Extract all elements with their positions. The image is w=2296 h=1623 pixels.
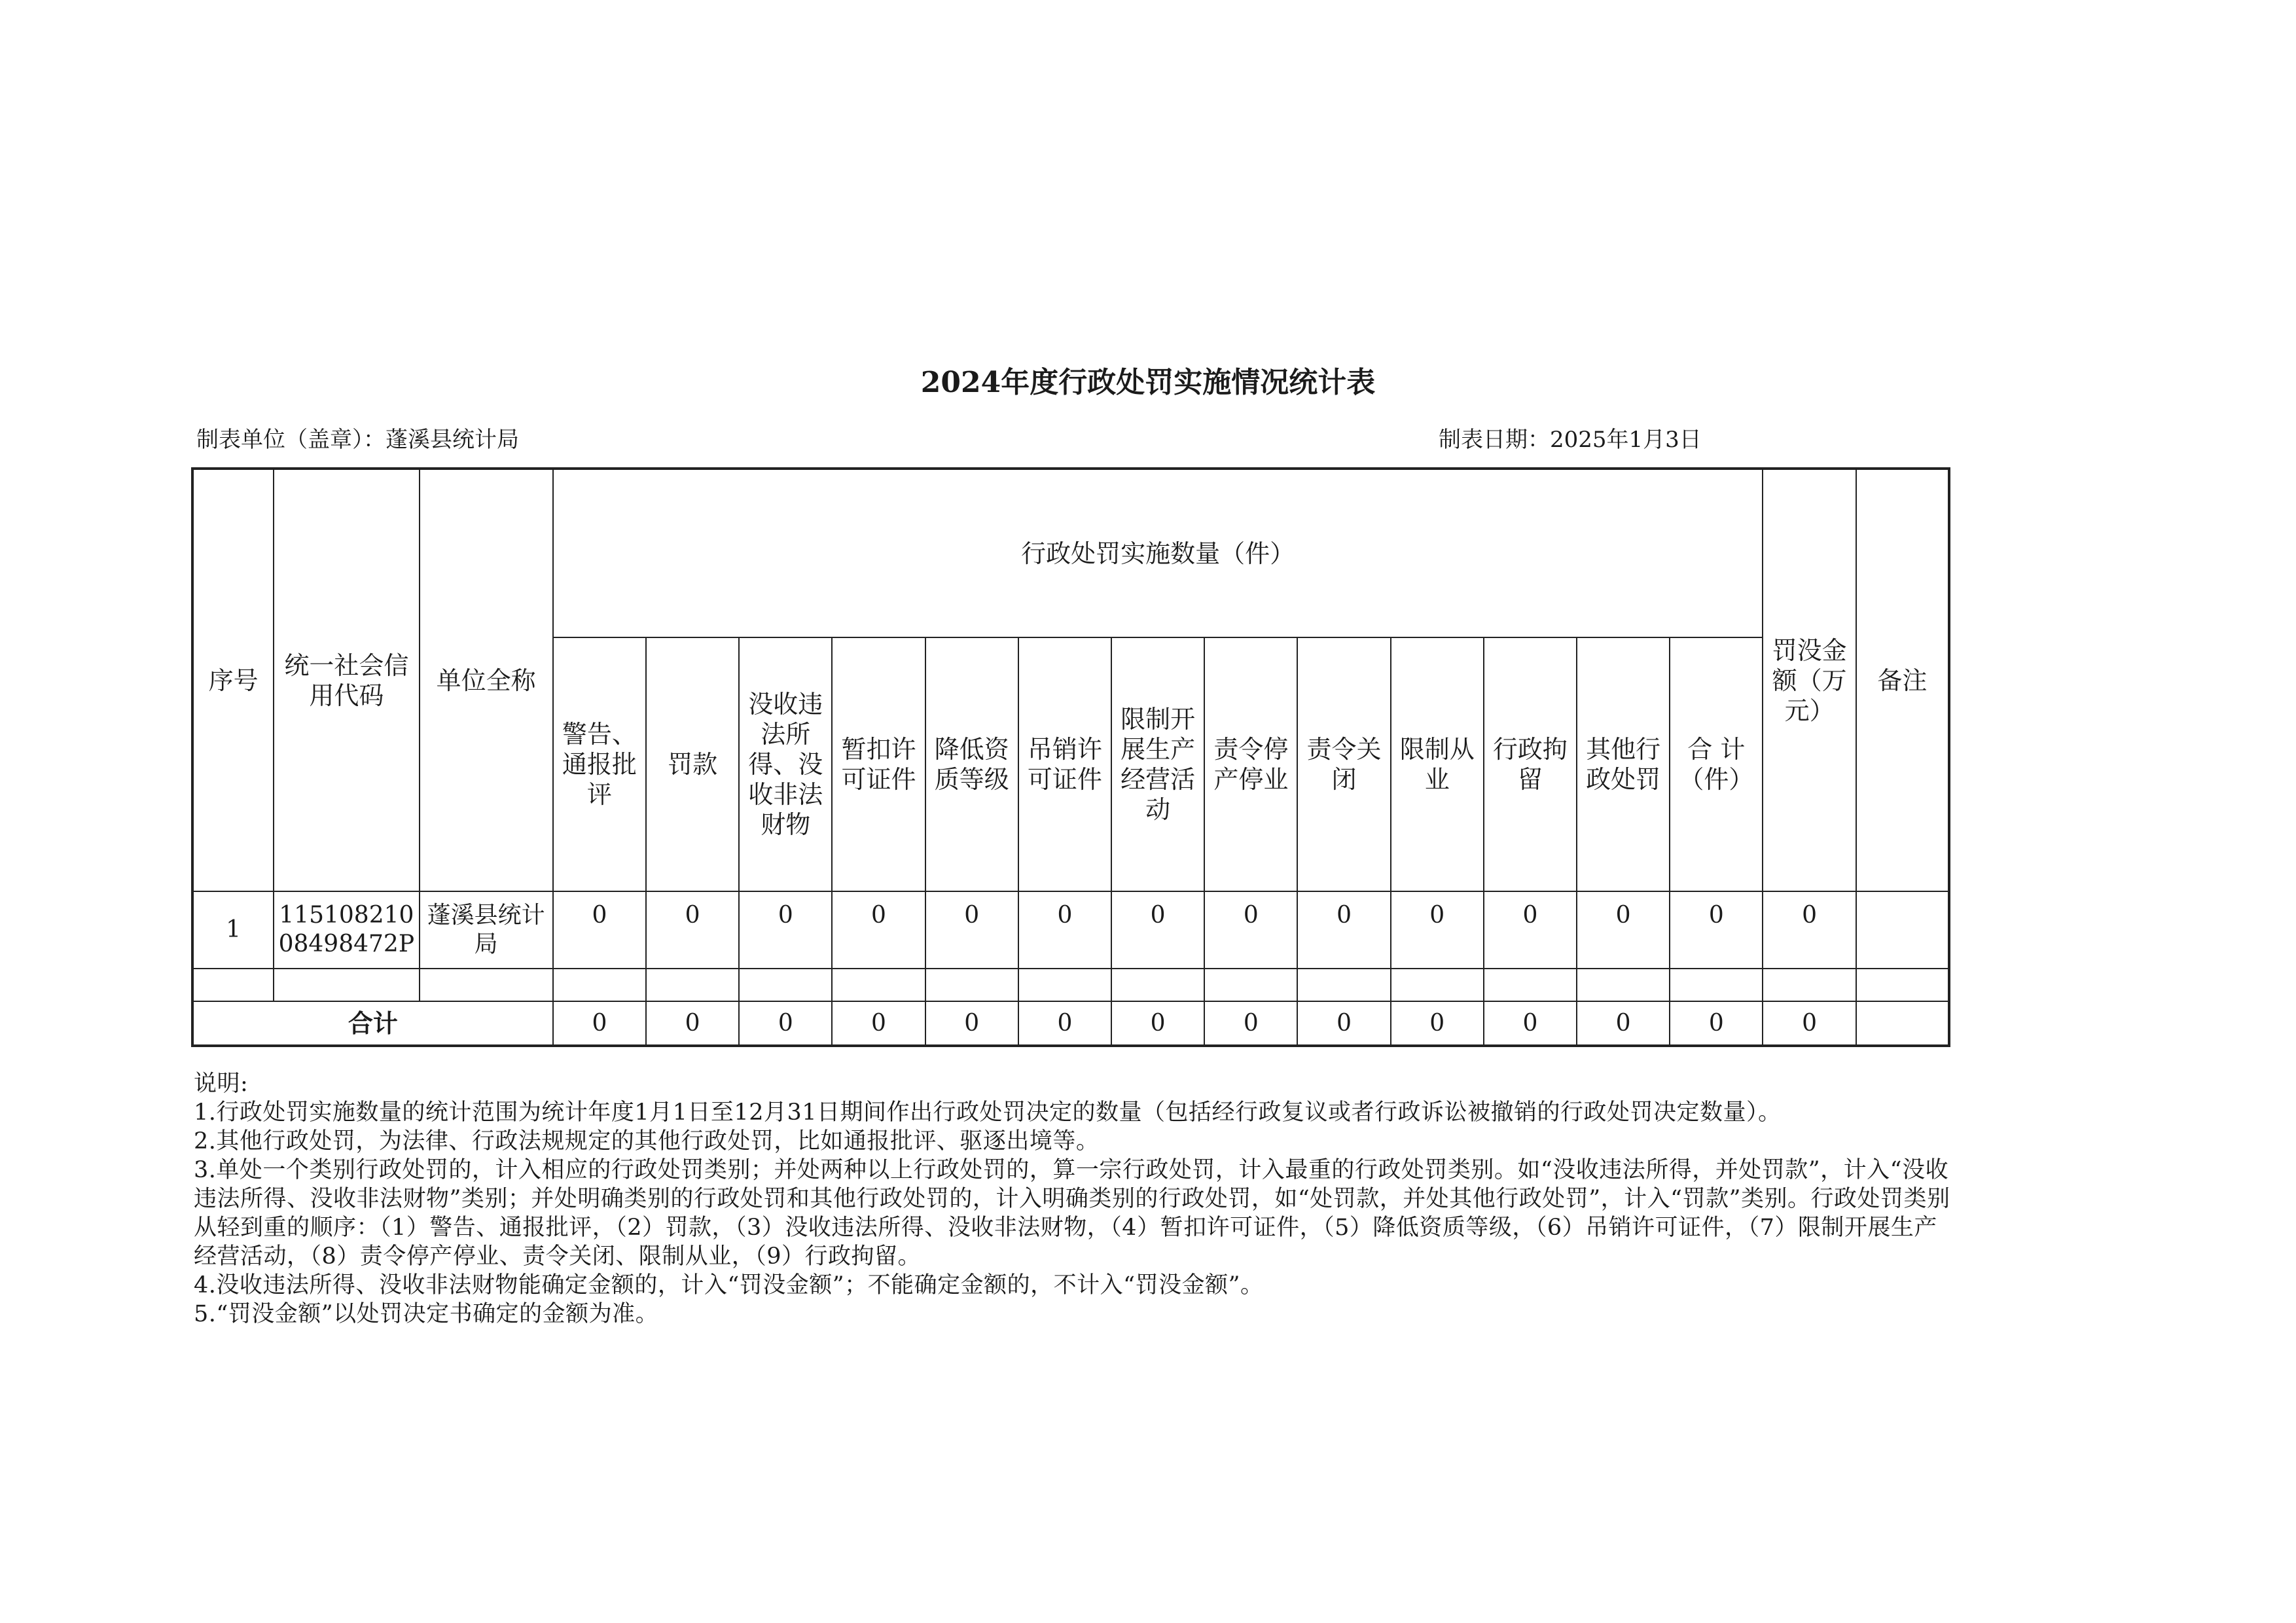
total-value: 0: [1111, 1001, 1204, 1046]
notes-section: [194, 1069, 1954, 1329]
total-value: 0: [832, 1001, 925, 1046]
penalty-statistics-table: [191, 467, 1950, 1047]
total-amount: 0: [1763, 1001, 1856, 1046]
header-credit-code: 统一社会信用代码: [274, 469, 419, 891]
row-value: 0: [1391, 891, 1484, 969]
row-value: 0: [832, 891, 925, 969]
total-row: [192, 1001, 1949, 1046]
header-confiscation: 没收违法所得、没收非法财物: [739, 637, 832, 891]
row-remark: [1856, 891, 1949, 969]
row-seq: 1: [192, 891, 274, 969]
row-value: 0: [1018, 891, 1111, 969]
total-value: 0: [1391, 1001, 1484, 1046]
total-label: 合计: [192, 1001, 553, 1046]
row-value: 0: [1111, 891, 1204, 969]
header-warning: 警告、通报批评: [553, 637, 646, 891]
row-value: 0: [1577, 891, 1670, 969]
row-amount: 0: [1763, 891, 1856, 969]
row-value: 0: [646, 891, 739, 969]
empty-cell: [1204, 969, 1297, 1001]
empty-cell: [832, 969, 925, 1001]
empty-cell: [553, 969, 646, 1001]
empty-cell: [1484, 969, 1577, 1001]
header-administrative-detention: 行政拘留: [1484, 637, 1577, 891]
total-value: 0: [739, 1001, 832, 1046]
row-value: 0: [553, 891, 646, 969]
header-penalty-count-group: 行政处罚实施数量（件）: [553, 469, 1763, 637]
header-license-suspension: 暂扣许可证件: [832, 637, 925, 891]
note-item: 1.行政处罚实施数量的统计范围为统计年度1月1日至12月31日期间作出行政处罚决定的数量（包括经行政复议或者行政诉讼被撤销的行政处罚决定数量）。: [194, 1099, 1782, 1126]
total-value: 0: [1204, 1001, 1297, 1046]
row-value: 0: [925, 891, 1018, 969]
total-value: 0: [646, 1001, 739, 1046]
total-remark: [1856, 1001, 1949, 1046]
row-credit-code: 11510821008498472P: [274, 891, 419, 969]
preparing-unit: 制表单位（盖章）：蓬溪县统计局: [196, 427, 519, 453]
row-value: 0: [1297, 891, 1390, 969]
empty-cell: [1111, 969, 1204, 1001]
note-item: 5.“罚没金额”以处罚决定书确定的金额为准。: [194, 1301, 659, 1327]
note-item: 2.其他行政处罚，为法律、行政法规规定的其他行政处罚，比如通报批评、驱逐出境等。: [194, 1128, 1100, 1154]
row-value: 0: [1670, 891, 1763, 969]
empty-cell: [739, 969, 832, 1001]
notes-heading: 说明:: [194, 1071, 249, 1097]
preparation-date: 制表日期：2025年1月3日: [1439, 427, 1702, 453]
total-value: 0: [1577, 1001, 1670, 1046]
header-unit-name: 单位全称: [420, 469, 553, 891]
total-value: 0: [1670, 1001, 1763, 1046]
note-item: 4.没收违法所得、没收非法财物能确定金额的，计入“罚没金额”；不能确定金额的，不计入“罚没金额”。: [194, 1272, 1264, 1298]
header-subtotal: 合 计（件）: [1670, 637, 1763, 891]
empty-cell: [1391, 969, 1484, 1001]
row-value: 0: [1204, 891, 1297, 969]
header-other-penalty: 其他行政处罚: [1577, 637, 1670, 891]
header-production-suspension: 责令停产停业: [1204, 637, 1297, 891]
header-business-restriction: 限制开展生产经营活动: [1111, 637, 1204, 891]
header-practice-restriction: 限制从业: [1391, 637, 1484, 891]
empty-cell: [1856, 969, 1949, 1001]
row-unit-name: 蓬溪县统计局: [420, 891, 553, 969]
empty-cell: [1018, 969, 1111, 1001]
total-value: 0: [1297, 1001, 1390, 1046]
header-confiscation-amount: 罚没金额（万元）: [1763, 469, 1856, 891]
empty-cell: [192, 969, 274, 1001]
empty-cell: [1577, 969, 1670, 1001]
report-title: 2024年度行政处罚实施情况统计表: [920, 366, 1376, 399]
total-value: 0: [1018, 1001, 1111, 1046]
header-remark: 备注: [1856, 469, 1949, 891]
total-value: 0: [553, 1001, 646, 1046]
total-value: 0: [1484, 1001, 1577, 1046]
header-fine: 罚款: [646, 637, 739, 891]
empty-cell: [646, 969, 739, 1001]
total-value: 0: [925, 1001, 1018, 1046]
empty-row: [192, 969, 1949, 1001]
header-seq: 序号: [192, 469, 274, 891]
empty-cell: [925, 969, 1018, 1001]
empty-cell: [420, 969, 553, 1001]
table-row: [192, 891, 1949, 969]
row-value: 0: [739, 891, 832, 969]
note-item: 3.单处一个类别行政处罚的，计入相应的行政处罚类别；并处两种以上行政处罚的，算一宗行政处罚，计入最重的行政处罚类别。如“没收违法所得，并处罚款”，计入“没收违法所得、没收非法财物”类别；并处明确类别的行政处罚和其他行政处罚的，计入明确类别的行政处罚，如“处罚款，并处其他行政处罚”，计入“罚款”类别。行政处罚类别从轻到重的顺序：（1）警告、通报批评，（2）罚款，（3）没收违法所得、没收非法财物，（4）暂扣许可证件，（5）降低资质等级，（6）吊销许可证件，（7）限制开展生产经营活动，（8）责令停产停业、责令关闭、限制从业，（9）行政拘留。: [194, 1157, 1950, 1270]
empty-cell: [1763, 969, 1856, 1001]
header-license-revocation: 吊销许可证件: [1018, 637, 1111, 891]
empty-cell: [1670, 969, 1763, 1001]
header-closure-order: 责令关闭: [1297, 637, 1390, 891]
empty-cell: [1297, 969, 1390, 1001]
header-qualification-downgrade: 降低资质等级: [925, 637, 1018, 891]
row-value: 0: [1484, 891, 1577, 969]
empty-cell: [274, 969, 419, 1001]
